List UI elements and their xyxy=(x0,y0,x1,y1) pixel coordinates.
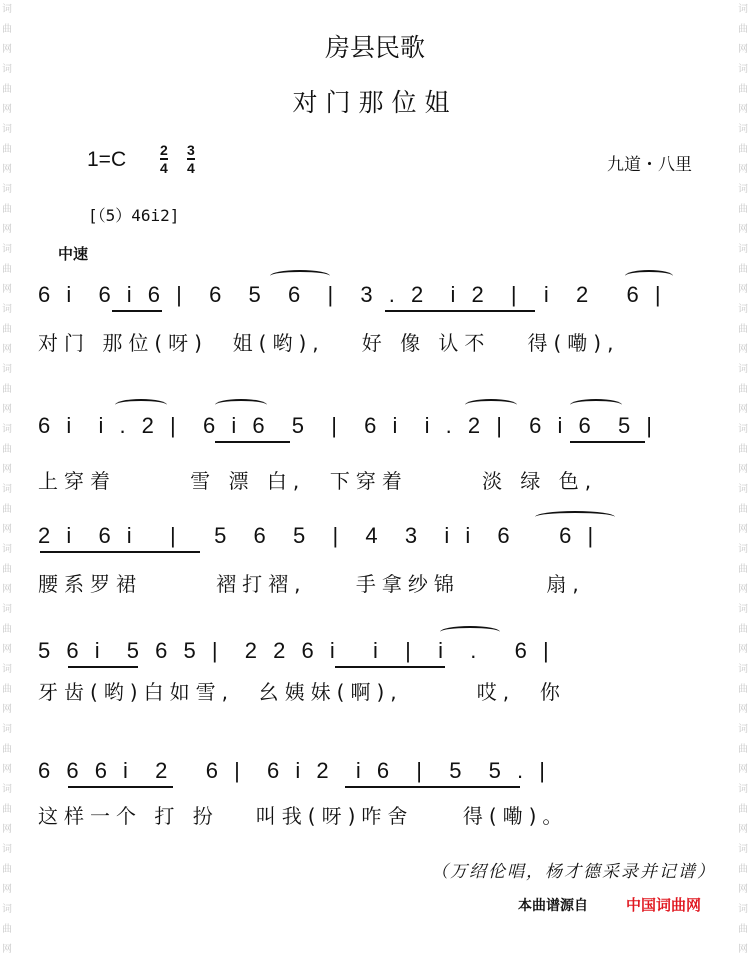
lyric-row: 上穿着 雪 漂 白, 下穿着 淡 绿 色, xyxy=(38,469,598,493)
notation-row: 5 6 i 5 6 5 | 2 2 6 i i | i . 6 | xyxy=(38,638,554,663)
beam-underline xyxy=(335,666,445,668)
notation-row: 6 i 6 i 6 | 6 5 6 | 3 . 2 i 2 | i 2 6 | xyxy=(38,282,666,307)
source-site-link[interactable]: 中国词曲网 xyxy=(626,896,702,914)
beam-underline xyxy=(215,441,290,443)
slur-arc xyxy=(625,270,673,282)
beam-underline xyxy=(112,310,162,312)
notation-row: 6 6 6 i 2 6 | 6 i 2 i 6 | 5 5 . | xyxy=(38,758,550,783)
performer-credit: （万绍伦唱，杨才德采录并记谱） xyxy=(431,862,716,882)
beam-underline xyxy=(385,310,535,312)
beam-underline xyxy=(68,786,173,788)
slur-arc xyxy=(440,626,500,638)
beam-underline xyxy=(68,666,138,668)
meter-a-denominator: 4 xyxy=(160,160,168,176)
watermark-strip-left: 词曲网词曲网词曲网词曲网词曲网词曲网词曲网词曲网词曲网词曲网词曲网词曲网词曲网词曲网词曲网词曲网 xyxy=(2,4,12,955)
meter-b-numerator: 3 xyxy=(187,142,195,158)
watermark-strip-right: 词曲网词曲网词曲网词曲网词曲网词曲网词曲网词曲网词曲网词曲网词曲网词曲网词曲网词曲网词曲网词曲网 xyxy=(738,4,748,955)
meter-a-numerator: 2 xyxy=(160,142,168,158)
lyric-row: 牙齿(哟)白如雪, 幺姨妹(啊), 哎, 你 xyxy=(38,680,566,704)
source-label: 本曲谱源自 xyxy=(518,898,588,914)
region-label: 九道・八里 xyxy=(607,155,692,175)
beam-underline xyxy=(345,786,520,788)
beam-underline xyxy=(570,441,645,443)
slur-arc xyxy=(215,399,267,411)
lyric-row: 这样一个 打 扮 叫我(呀)咋舍 得(嘞)。 xyxy=(38,804,569,828)
slur-arc xyxy=(465,399,517,411)
slur-arc xyxy=(270,270,330,282)
notation-row: 6 i i . 2 | 6 i 6 5 | 6 i i . 2 | 6 i 6 5 | xyxy=(38,413,658,438)
meter-b-denominator: 4 xyxy=(187,160,195,176)
tempo-marking: 中速 xyxy=(58,245,89,263)
key-signature: 1=C xyxy=(87,148,127,171)
slur-arc xyxy=(115,399,167,411)
notation-row: 2 i 6 i | 5 6 5 | 4 3 i i 6 6 | xyxy=(38,523,599,548)
song-subtitle: 对门那位姐 xyxy=(292,88,458,117)
slur-arc xyxy=(535,511,615,523)
song-title: 房县民歌 xyxy=(324,33,425,62)
lyric-row: 腰系罗裙 褶打褶, 手拿纱锦 扇, xyxy=(38,572,585,596)
lyric-row: 对门 那位(呀) 姐(哟), 好 像 认不 得(嘞), xyxy=(38,331,620,355)
beam-underline xyxy=(40,551,200,553)
slur-arc xyxy=(570,399,622,411)
intro-phrase: [（5）46i2] xyxy=(88,206,180,225)
